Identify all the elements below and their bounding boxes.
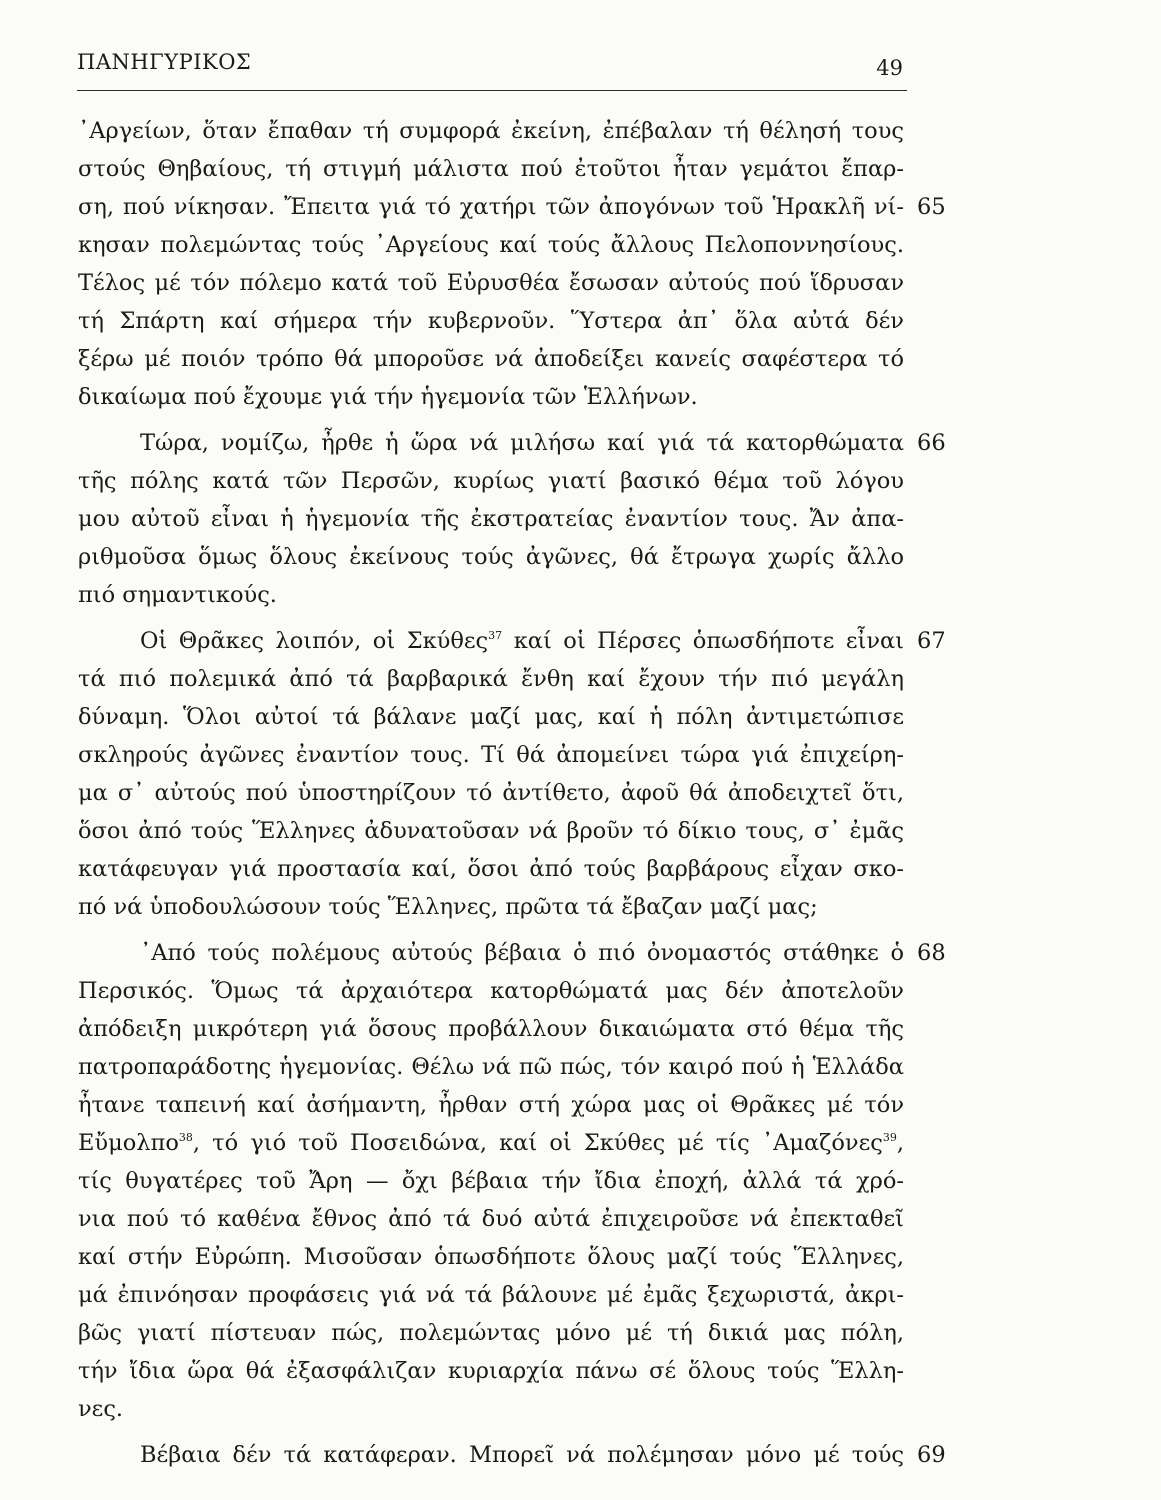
text-fragment: Εὔμολπο (78, 1130, 179, 1156)
text-line: σκληρούς ἀγῶνες ἐναντίον τους. Τί θά ἀπομείνει τώρα γιά ἐπιχείρη- (78, 742, 904, 768)
text-line: ἀπόδειξη μικρότερη γιά ὅσους προβάλλουν δικαιώματα στό θέμα τῆς (78, 1016, 904, 1042)
margin-section-number: 66 (917, 430, 946, 456)
text-line: δύναμη. Ὅλοι αὐτοί τά βάλανε μαζί μας, καί ἡ πόλη ἀντιμετώπισε (78, 704, 904, 730)
text-line: μά ἐπινόησαν προφάσεις γιά νά τά βάλουνε μέ ἐμᾶς ξεχωριστά, ἀκρι- (78, 1282, 904, 1308)
text-line: ξέρω μέ ποιόν τρόπο θά μποροῦσε νά ἀποδείξει κανείς σαφέστερα τό (78, 346, 904, 372)
text-line: τίς θυγατέρες τοῦ Ἄρη — ὄχι βέβαια τήν ἴδια ἐποχή, ἀλλά τά χρό- (78, 1168, 904, 1194)
text-line: ᾿Από τούς πολέμους αὐτούς βέβαια ὁ πιό ὀνομαστός στάθηκε ὁ (140, 940, 904, 966)
text-line: νια πού τό καθένα ἔθνος ἀπό τά δυό αὐτά ἐπιχειροῦσε νά ἐπεκταθεῖ (78, 1206, 904, 1232)
text-line (78, 1124, 904, 1162)
text-fragment: , (896, 1130, 904, 1156)
text-line: τήν ἴδια ὥρα θά ἐξασφάλιζαν κυριαρχία πάνω σέ ὅλους τούς Ἕλλη- (78, 1358, 904, 1384)
text-line: καί στήν Εὐρώπη. Μισοῦσαν ὁπωσδήποτε ὅλους μαζί τούς Ἕλληνες, (78, 1244, 904, 1270)
footnote-ref: 39 (882, 1131, 897, 1144)
text-fragment: καί οἱ Πέρσες ὁπωσδήποτε εἶναι (513, 628, 905, 654)
text-line: ᾿Αργείων, ὅταν ἔπαθαν τή συμφορά ἐκείνη, ἐπέβαλαν τή θέλησή τους (78, 118, 904, 144)
text-line: κησαν πολεμώντας τούς ᾿Αργείους καί τούς ἄλλους Πελοποννησίους. (78, 232, 904, 258)
margin-section-number: 65 (917, 194, 946, 220)
text-line: νες. (78, 1396, 124, 1422)
text-line: κατάφευγαν γιά προστασία καί, ὅσοι ἀπό τούς βαρβάρους εἶχαν σκο- (78, 856, 904, 882)
text-line: Τώρα, νομίζω, ἦρθε ἡ ὥρα νά μιλήσω καί γιά τά κατορθώματα (140, 430, 904, 456)
text-line: τή Σπάρτη καί σήμερα τήν κυβερνοῦν. Ὕστερα ἀπ᾿ ὅλα αὐτά δέν (78, 308, 904, 334)
text-fragment: , τό γιό τοῦ Ποσειδώνα, καί οἱ Σκύθες μέ τίς ᾿Αμαζόνες (192, 1130, 883, 1156)
text-line: μου αὐτοῦ εἶναι ἡ ἡγεμονία τῆς ἐκστρατείας ἐναντίον τους. Ἄν ἀπα- (78, 506, 904, 532)
text-line: πό νά ὑποδουλώσουν τούς Ἕλληνες, πρῶτα τά ἔβαζαν μαζί μας; (78, 894, 818, 920)
text-line: μα σ᾿ αὐτούς πού ὑποστηρίζουν τό ἀντίθετο, ἀφοῦ θά ἀποδειχτεῖ ὅτι, (78, 780, 904, 806)
text-line: τῆς πόλης κατά τῶν Περσῶν, κυρίως γιατί βασικό θέμα τοῦ λόγου (78, 468, 904, 494)
footnote-ref: 38 (178, 1131, 193, 1144)
text-line: πιό σημαντικούς. (78, 582, 277, 608)
text-line: τά πιό πολεμικά ἀπό τά βαρβαρικά ἔνθη καί ἔχουν τήν πιό μεγάλη (78, 666, 904, 692)
page-header (77, 44, 907, 91)
text-line: βῶς γιατί πίστευαν πώς, πολεμώντας μόνο μέ τή δικιά μας πόλη, (78, 1320, 904, 1346)
text-line: ὅσοι ἀπό τούς Ἕλληνες ἀδυνατοῦσαν νά βροῦν τό δίκιο τους, σ᾿ ἐμᾶς (78, 818, 904, 844)
footnote-ref: 37 (488, 629, 503, 642)
text-line: ἦτανε ταπεινή καί ἀσήμαντη, ἦρθαν στή χώρα μας οἱ Θρᾶκες μέ τόν (78, 1092, 904, 1118)
text-line: Περσικός. Ὅμως τά ἀρχαιότερα κατορθώματά μας δέν ἀποτελοῦν (78, 978, 904, 1004)
page-number: 49 (876, 56, 903, 80)
text-line: δικαίωμα πού ἔχουμε γιά τήν ἡγεμονία τῶν Ἑλλήνων. (78, 384, 698, 410)
text-fragment: Οἱ Θρᾶκες λοιπόν, οἱ Σκύθες (140, 628, 489, 654)
margin-section-number: 67 (917, 628, 946, 654)
text-line: Βέβαια δέν τά κατάφεραν. Μπορεῖ νά πολέμησαν μόνο μέ τούς (140, 1442, 904, 1468)
text-line: ση, πού νίκησαν. Ἔπειτα γιά τό χατήρι τῶν ἀπογόνων τοῦ Ἡρακλῆ νί- (78, 194, 904, 220)
text-line: στούς Θηβαίους, τή στιγμή μάλιστα πού ἐτοῦτοι ἦταν γεμάτοι ἔπαρ- (78, 156, 904, 182)
running-title: ΠΑΝΗΓΥΡΙΚΟΣ (77, 50, 252, 74)
text-line: πατροπαράδοτης ἡγεμονίας. Θέλω νά πῶ πώς, τόν καιρό πού ἡ Ἑλλάδα (78, 1054, 904, 1080)
margin-section-number: 69 (917, 1442, 946, 1468)
text-line: ριθμοῦσα ὅμως ὅλους ἐκείνους τούς ἀγῶνες, θά ἔτρωγα χωρίς ἄλλο (78, 544, 904, 570)
text-line (140, 622, 904, 660)
text-line: Τέλος μέ τόν πόλεμο κατά τοῦ Εὐρυσθέα ἔσωσαν αὐτούς πού ἵδρυσαν (78, 270, 904, 296)
margin-section-number: 68 (917, 940, 946, 966)
